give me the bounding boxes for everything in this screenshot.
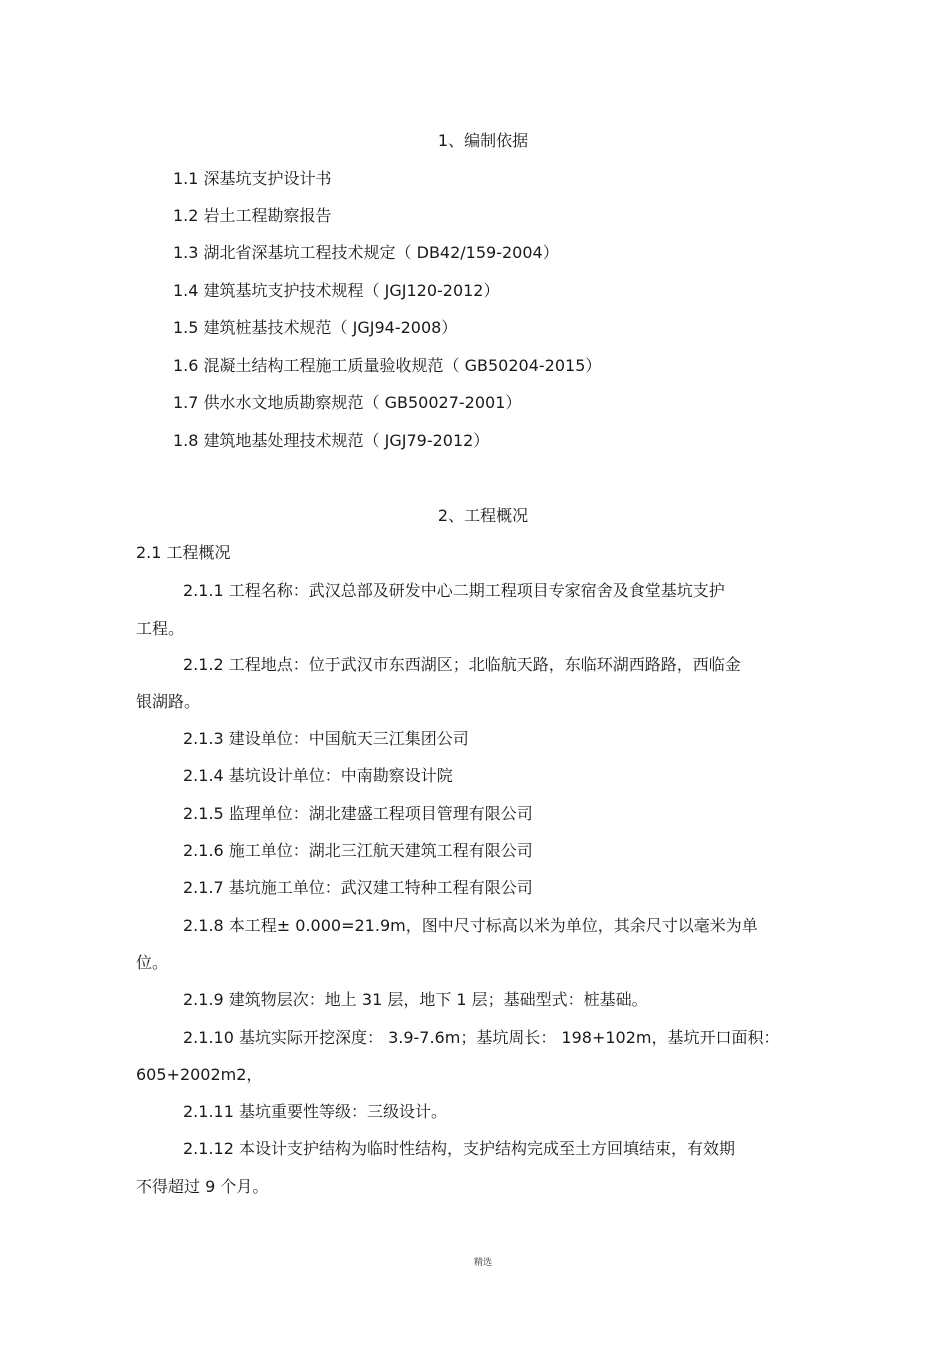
overview-2-1-7: 2.1.7 基坑施工单位：武汉建工特种工程有限公司 [183,878,533,897]
overview-2-1-4: 2.1.4 基坑设计单位：中南勘察设计院 [183,766,453,785]
section-1-heading: 1、编制依据 [437,131,529,150]
overview-2-1-10: 2.1.10 基坑实际开挖深度： 3.9-7.6m；基坑周长： 198+102m，基坑开口面积： [183,1028,780,1047]
overview-2-1-2-cont: 银湖路。 [136,692,201,711]
subsection-2-1-heading: 2.1 工程概况 [136,543,231,562]
overview-2-1-2: 2.1.2 工程地点：位于武汉市东西湖区；北临航天路，东临环湖西路路，西临金 [183,655,741,674]
page-footer: 精选 [473,1258,492,1268]
overview-2-1-12-cont: 不得超过 9 个月。 [136,1177,269,1196]
basis-item-7: 1.7 供水水文地质勘察规范（ GB50027-2001） [173,393,522,412]
basis-item-3: 1.3 湖北省深基坑工程技术规定（ DB42/159-2004） [173,243,559,262]
overview-2-1-8-cont: 位。 [136,953,169,972]
section-2-heading: 2、工程概况 [437,506,529,525]
overview-2-1-3: 2.1.3 建设单位：中国航天三江集团公司 [183,729,469,748]
basis-item-1: 1.1 深基坑支护设计书 [173,169,332,188]
overview-2-1-11: 2.1.11 基坑重要性等级：三级设计。 [183,1102,447,1121]
basis-item-5: 1.5 建筑桩基技术规范（ JGJ94-2008） [173,318,458,337]
overview-2-1-1-cont: 工程。 [136,619,185,638]
overview-2-1-6: 2.1.6 施工单位：湖北三江航天建筑工程有限公司 [183,841,533,860]
basis-item-8: 1.8 建筑地基处理技术规范（ JGJ79-2012） [173,431,490,450]
overview-2-1-12: 2.1.12 本设计支护结构为临时性结构，支护结构完成至土方回填结束，有效期 [183,1139,735,1158]
overview-2-1-8: 2.1.8 本工程± 0.000=21.9m，图中尺寸标高以米为单位，其余尺寸以毫米为单 [183,916,758,935]
overview-2-1-1: 2.1.1 工程名称：武汉总部及研发中心二期工程项目专家宿舍及食堂基坑支护 [183,581,725,600]
basis-item-4: 1.4 建筑基坑支护技术规程（ JGJ120-2012） [173,281,500,300]
overview-2-1-9: 2.1.9 建筑物层次：地上 31 层，地下 1 层；基础型式：桩基础。 [183,990,648,1009]
basis-item-6: 1.6 混凝土结构工程施工质量验收规范（ GB50204-2015） [173,356,602,375]
overview-2-1-5: 2.1.5 监理单位：湖北建盛工程项目管理有限公司 [183,804,533,823]
basis-item-2: 1.2 岩土工程勘察报告 [173,206,332,225]
overview-2-1-10-cont: 605+2002m2， [136,1065,263,1084]
